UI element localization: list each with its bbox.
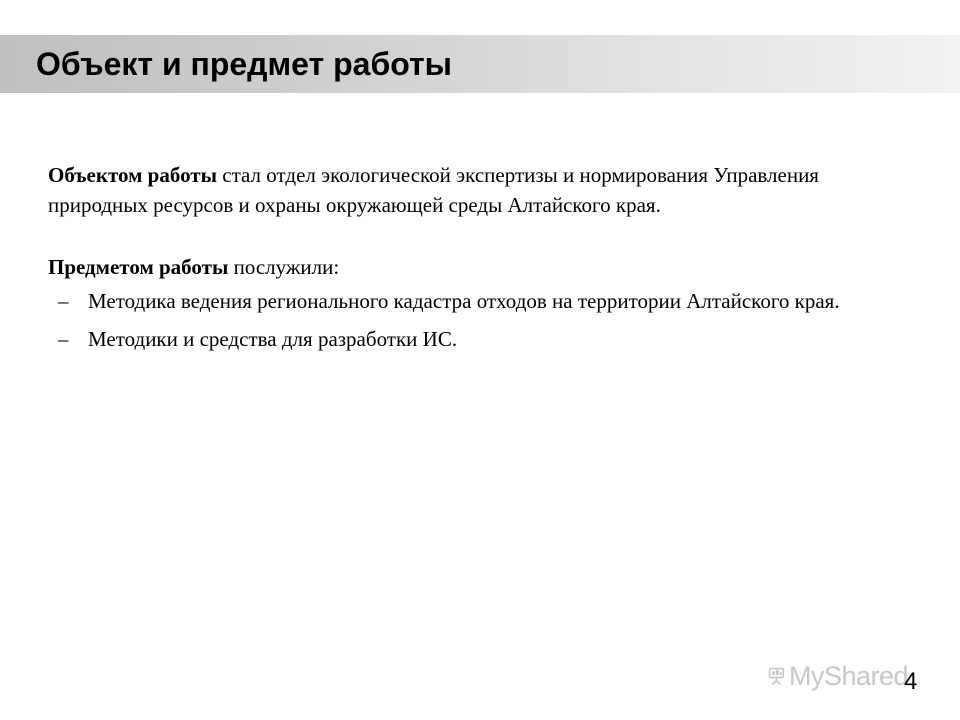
list-item-text: Методики и средства для разработки ИС. xyxy=(88,327,458,351)
subject-paragraph xyxy=(48,252,908,282)
page-number: 4 xyxy=(904,668,918,695)
slide-title: Объект и предмет работы xyxy=(36,46,452,82)
subject-text: послужили: xyxy=(228,255,340,279)
dash-marker: – xyxy=(58,289,69,313)
slide-content xyxy=(48,160,908,362)
watermark-text: MyShared xyxy=(788,660,908,691)
object-text: стал отдел экологической экспертизы и нормирования Управления природных ресурсов и охраны окружающей среды Алтайского края. xyxy=(48,163,819,217)
list-item xyxy=(48,286,908,316)
list-item-text: Методика ведения регионального кадастра отходов на территории Алтайского края. xyxy=(88,289,840,313)
dash-marker: – xyxy=(58,327,69,351)
object-label: Объектом работы xyxy=(48,163,218,187)
myshared-watermark xyxy=(768,656,908,696)
object-paragraph xyxy=(48,160,908,220)
presentation-board-icon xyxy=(768,659,785,693)
subject-label: Предметом работы xyxy=(48,255,229,279)
list-item xyxy=(48,324,908,354)
subject-list xyxy=(48,286,908,354)
